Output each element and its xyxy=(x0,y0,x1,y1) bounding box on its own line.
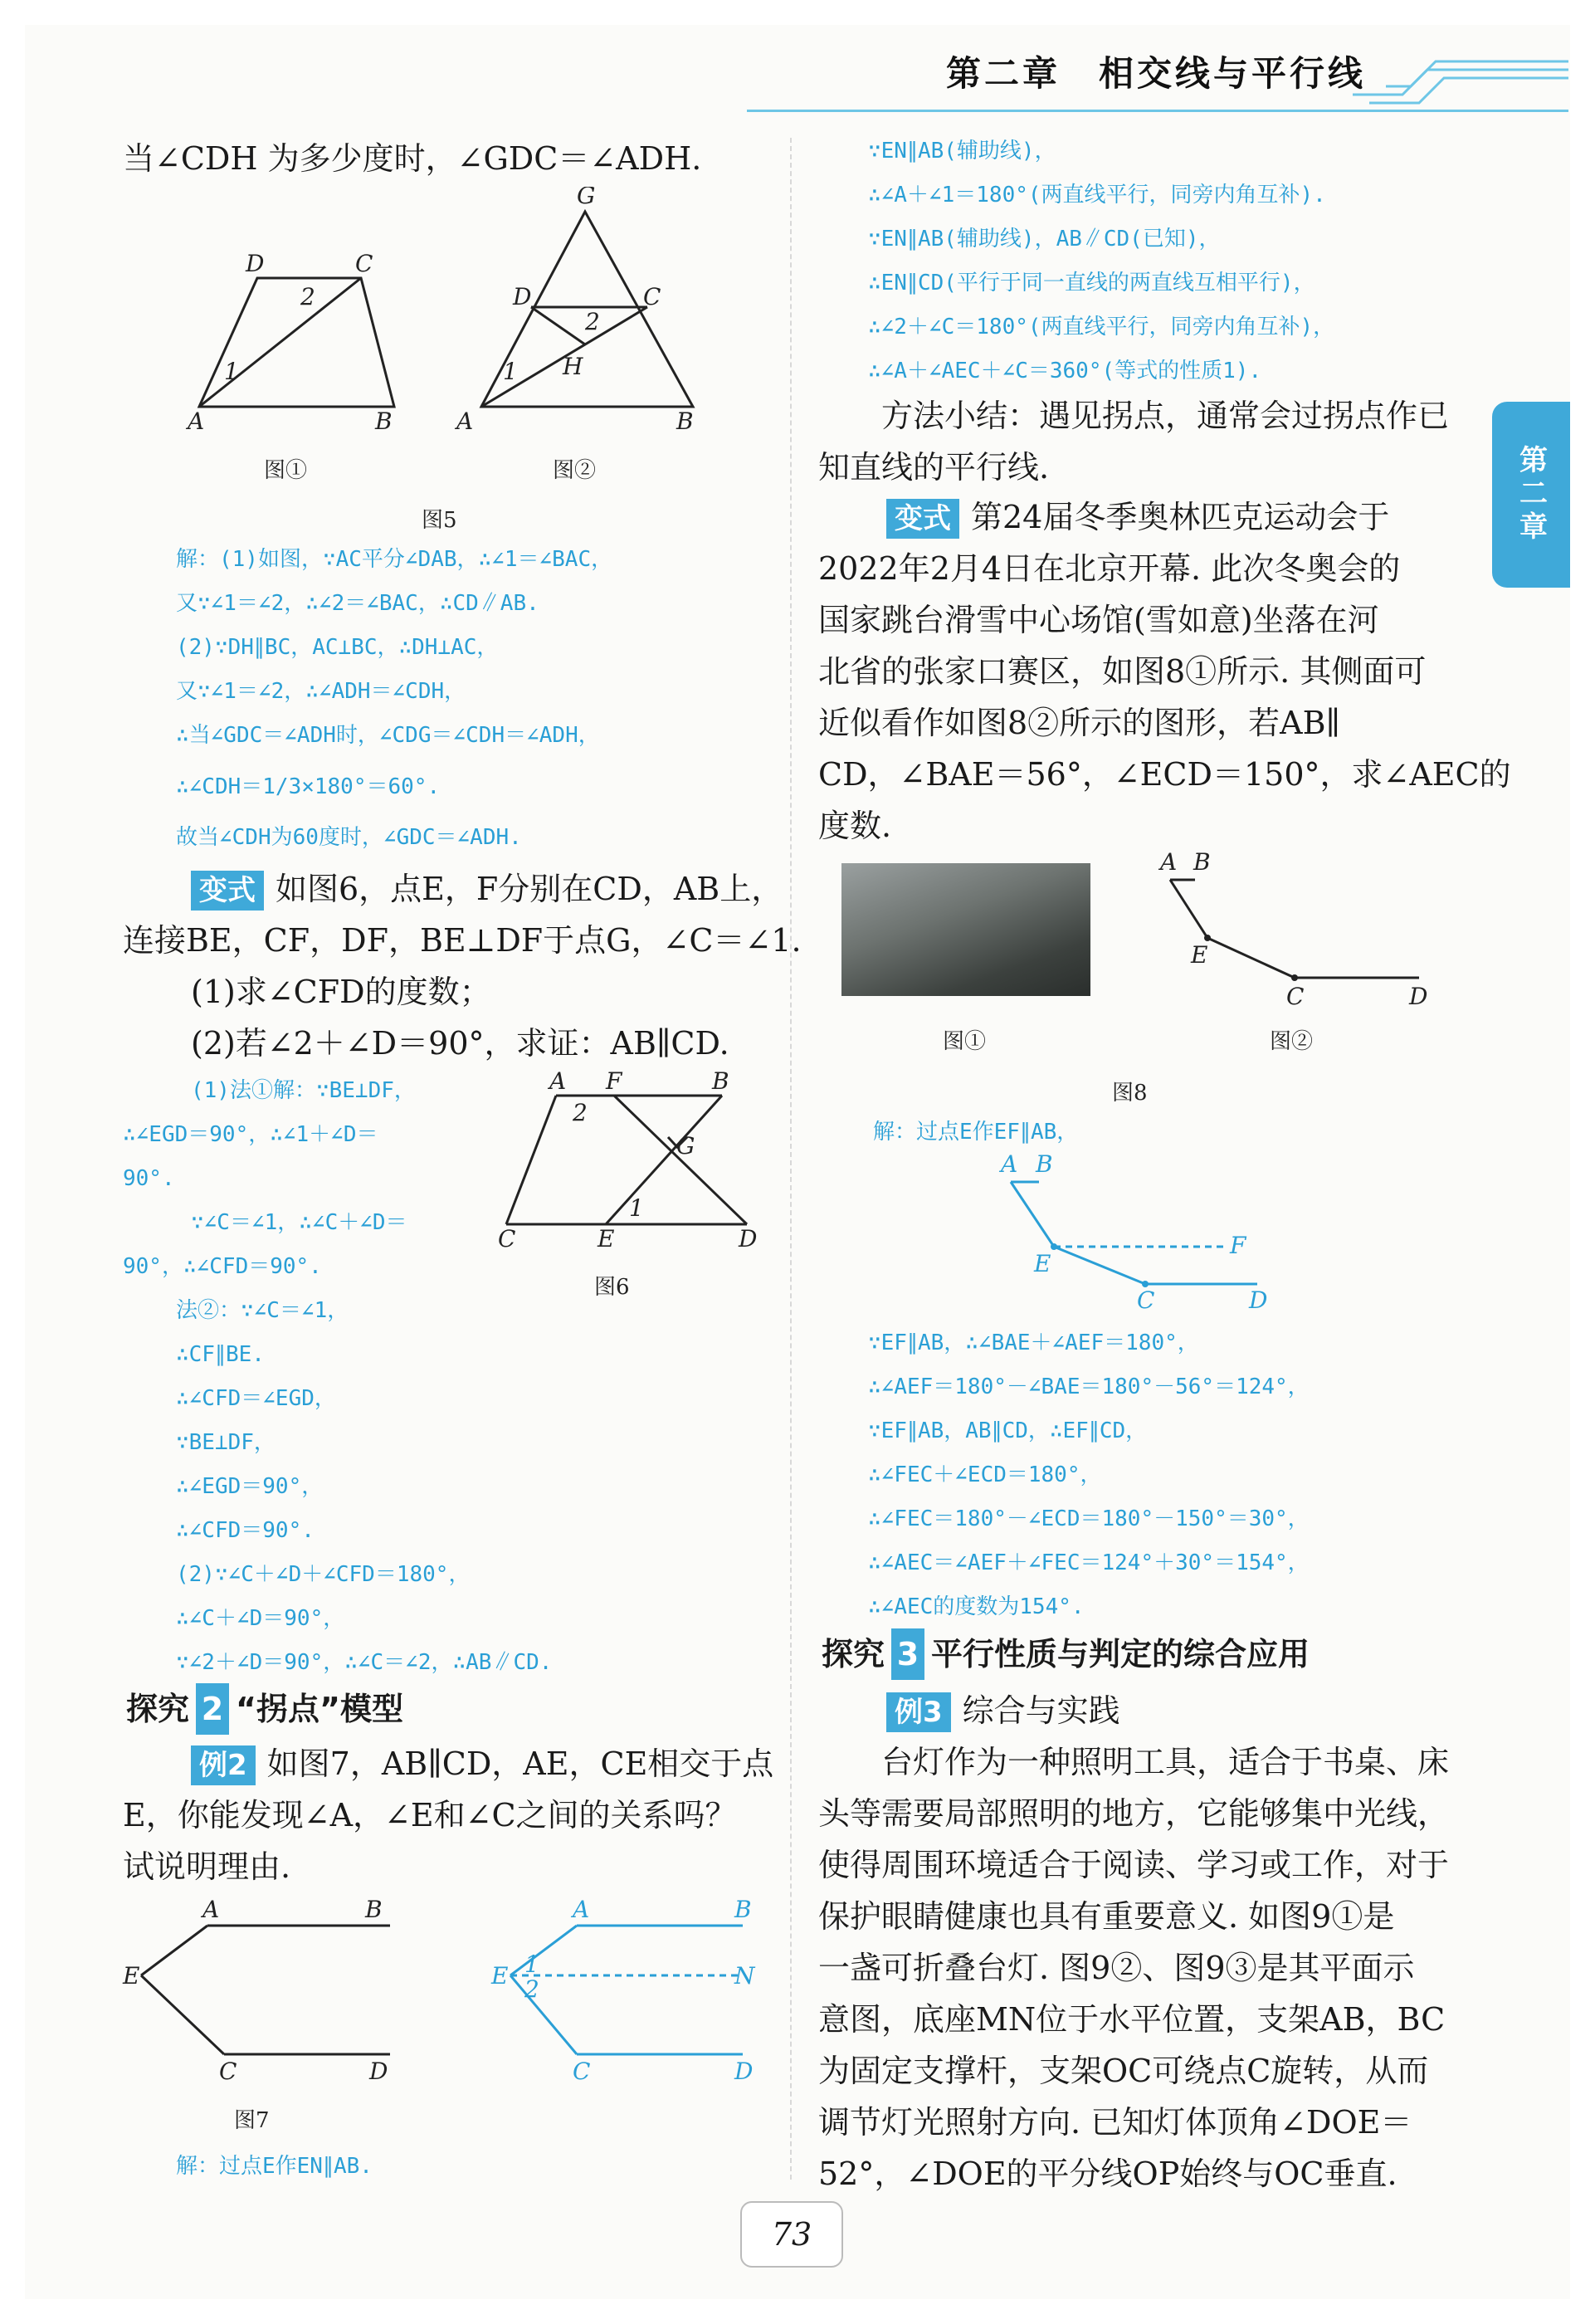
figure-6 xyxy=(490,1071,772,1270)
solution-line: ∵EN∥AB(辅助线)， xyxy=(868,139,1056,164)
fig7-label: 2 xyxy=(524,1975,539,2003)
fig5-label: D xyxy=(246,250,265,277)
fig7-label: D xyxy=(369,2058,388,2085)
figure-8-solution xyxy=(979,1149,1295,1315)
fig8-label: E xyxy=(1191,941,1208,969)
fig5-label: 1 xyxy=(503,358,518,385)
variant-text: 连接BE，CF，DF，BE⊥DF于点G，∠C＝∠1. xyxy=(123,922,802,959)
example-tag: 例2 xyxy=(191,1745,256,1785)
variant-text: 国家跳台滑雪中心场馆(雪如意)坐落在河 xyxy=(818,602,1379,638)
example-tag: 例3 xyxy=(886,1692,951,1732)
fig7-label: 1 xyxy=(524,1950,539,1978)
fig8-label: C xyxy=(1286,983,1305,1010)
variant-text: (1)求∠CFD的度数； xyxy=(191,974,491,1010)
header-decoration xyxy=(1353,58,1568,108)
variant-text: 北省的张家口赛区，如图8①所示. 其侧面可 xyxy=(818,653,1427,690)
solution-line: 90°. xyxy=(123,1166,175,1191)
solution-line: ∵EN∥AB(辅助线)，AB∥CD(已知)， xyxy=(868,227,1221,251)
figure-5 xyxy=(166,187,714,494)
method-summary xyxy=(818,390,1449,493)
solution-line: ∴CF∥BE. xyxy=(176,1342,265,1367)
fig5-sub1-caption: 图① xyxy=(264,458,308,483)
solution-line: ∴∠C＋∠D＝90°， xyxy=(176,1606,345,1631)
variant-text: (2)若∠2＋∠D＝90°，求证：AB∥CD. xyxy=(191,1025,729,1062)
solution-fig8 xyxy=(868,1321,1310,1629)
solution-fig7-continued xyxy=(868,129,1334,393)
solution-line: ∴当∠GDC＝∠ADH时，∠CDG＝∠CDH＝∠ADH， xyxy=(176,723,600,748)
section-title: 平行性质与判定的综合应用 xyxy=(931,1636,1310,1672)
example-2 xyxy=(123,1738,773,1892)
fig8s-label: E xyxy=(1034,1250,1051,1277)
fig5-label: A xyxy=(188,408,205,435)
fig8-sub2-caption: 图② xyxy=(1270,1029,1314,1054)
fig5-label: H xyxy=(563,353,583,380)
example-title: 综合与实践 xyxy=(962,1692,1120,1729)
variant-text: 第24届冬季奥林匹克运动会于 xyxy=(971,499,1390,535)
solution-line: ∴∠AEC的度数为154°. xyxy=(868,1594,1085,1619)
method-text: 知直线的平行线. xyxy=(818,449,1050,486)
fig6-label: C xyxy=(498,1225,516,1252)
example-text: 台灯作为一种照明工具，适合于书桌、床 xyxy=(881,1744,1450,1780)
example-text: 如图7，AB∥CD，AE，CE相交于点 xyxy=(266,1745,774,1782)
solution-line: ∴∠EGD＝90°， xyxy=(176,1474,324,1499)
example-text: 头等需要局部照明的地方，它能够集中光线， xyxy=(818,1795,1450,1832)
solution-line: ∴∠EGD＝90°，∴∠1＋∠D＝ xyxy=(123,1122,378,1147)
solution-fig6 xyxy=(123,1069,552,1685)
fig6-label: 2 xyxy=(573,1099,588,1126)
ski-jump-photo xyxy=(841,863,1090,996)
section-prefix: 探究 xyxy=(822,1636,885,1672)
fig5-label: B xyxy=(375,408,393,435)
solution-line: (1)法①解：∵BE⊥DF， xyxy=(191,1078,416,1103)
solution-line: ∴∠AEF＝180°－∠BAE＝180°－56°＝124°， xyxy=(868,1374,1310,1399)
fig8s-label: D xyxy=(1249,1286,1268,1314)
solution-line: ∴∠FEC＝180°－∠ECD＝180°－150°＝30°， xyxy=(868,1506,1310,1531)
fig5-label: C xyxy=(643,283,661,310)
fig7-label: E xyxy=(123,1962,140,1990)
fig8-label: D xyxy=(1409,983,1428,1010)
solution-fig7 xyxy=(176,2145,373,2189)
fig8-sub1-caption: 图① xyxy=(943,1029,987,1054)
example-text: 使得周围环境适合于阅读、学习或工作，对于 xyxy=(818,1847,1450,1883)
fig8s-label: B xyxy=(1036,1150,1053,1178)
fig5-label: 1 xyxy=(224,358,239,385)
fig8-label: B xyxy=(1193,848,1211,876)
fig7-label: A xyxy=(573,1896,590,1923)
variant-text: 如图6，点E，F分别在CD，AB上， xyxy=(276,871,783,907)
section-number: 3 xyxy=(891,1628,924,1680)
example-text: 试说明理由. xyxy=(123,1848,291,1885)
fig6-label: B xyxy=(712,1071,729,1095)
fig5-label: D xyxy=(513,283,532,310)
fig5-label: B xyxy=(676,408,694,435)
figure-7 xyxy=(116,1884,780,2092)
solution-line: ∵BE⊥DF， xyxy=(176,1430,276,1455)
fig6-label: F xyxy=(606,1071,622,1095)
fig5-label: A xyxy=(456,408,474,435)
solution-line: 故当∠CDH为60度时，∠GDC＝∠ADH. xyxy=(176,825,522,850)
solution-line: ∵EF∥AB，∴∠BAE＋∠AEF＝180°， xyxy=(868,1330,1199,1355)
variant-1 xyxy=(123,863,802,1069)
fig7-label: B xyxy=(734,1896,752,1923)
page-number: 73 xyxy=(740,2201,843,2268)
example-text: E，你能发现∠A，∠E和∠C之间的关系吗？ xyxy=(123,1797,737,1833)
question-line xyxy=(123,133,701,184)
example-text: 保护眼睛健康也具有重要意义. 如图9①是 xyxy=(818,1898,1395,1935)
solution-line: ∴∠FEC＋∠ECD＝180°， xyxy=(868,1462,1102,1487)
fig7-label: B xyxy=(365,1896,383,1923)
solution-line: 又∵∠1＝∠2，∴∠ADH＝∠CDH， xyxy=(176,679,466,704)
variant-tag: 变式 xyxy=(191,871,264,911)
section-title: “拐点”模型 xyxy=(236,1691,403,1727)
variant-tag: 变式 xyxy=(886,499,959,539)
fig7-label: E xyxy=(491,1962,509,1990)
section-prefix: 探究 xyxy=(126,1691,190,1727)
chapter-side-tab[interactable]: 第二章 xyxy=(1492,402,1570,588)
fig8-label: A xyxy=(1160,848,1178,876)
fig5-caption: 图5 xyxy=(422,508,457,533)
fig8s-label: A xyxy=(1001,1150,1018,1178)
solution-line: 又∵∠1＝∠2，∴∠2＝∠BAC，∴CD∥AB. xyxy=(176,591,539,616)
fig6-caption: 图6 xyxy=(594,1275,630,1300)
chapter-title: 第二章 相交线与平行线 xyxy=(946,53,1367,94)
section-2-heading xyxy=(126,1683,403,1735)
example-3 xyxy=(818,1685,1449,2200)
solution-line: ∴∠CFD＝∠EGD， xyxy=(176,1386,336,1411)
fig7-label: C xyxy=(573,2058,591,2085)
column-divider xyxy=(790,138,792,2180)
fig6-label: G xyxy=(676,1132,695,1160)
solution-line: 90°，∴∠CFD＝90°. xyxy=(123,1254,322,1279)
solution-fig5 xyxy=(176,538,612,860)
fig6-label: E xyxy=(598,1225,615,1252)
example-text: 为固定支撑杆，支架OC可绕点C旋转，从而 xyxy=(818,2053,1429,2089)
variant-2 xyxy=(818,491,1511,852)
example-text: 一盏可折叠台灯. 图9②、图9③是其平面示 xyxy=(818,1950,1415,1986)
fig7-label: C xyxy=(219,2058,237,2085)
fig7-label: A xyxy=(202,1896,220,1923)
solution-line: ∴∠AEC＝∠AEF＋∠FEC＝124°＋30°＝154°， xyxy=(868,1550,1310,1575)
solution-line: ∴EN∥CD(平行于同一直线的两直线互相平行)， xyxy=(868,271,1315,295)
fig5-label: G xyxy=(577,187,596,209)
solution-line: 解：过点E作EF∥AB， xyxy=(873,1120,1079,1145)
fig6-label: A xyxy=(549,1071,567,1095)
variant-text: 2022年2月4日在北京开幕. 此次冬奥会的 xyxy=(818,550,1401,587)
fig6-label: D xyxy=(739,1225,758,1252)
solution-line: ∴∠2＋∠C＝180°(两直线平行，同旁内角互补)， xyxy=(868,315,1335,339)
solution-line: ∴∠A＋∠AEC＋∠C＝360°(等式的性质1). xyxy=(868,359,1262,383)
solution-line: 法②：∵∠C＝∠1， xyxy=(176,1298,349,1323)
section-number: 2 xyxy=(196,1683,229,1735)
header-rule xyxy=(747,110,1568,112)
variant-text: CD，∠BAE＝56°，∠ECD＝150°，求∠AEC的 xyxy=(818,756,1511,793)
solution-line: ∴∠CFD＝90°. xyxy=(176,1518,315,1543)
fig8s-label: C xyxy=(1137,1286,1155,1314)
solution-line: 解：过点E作EN∥AB. xyxy=(176,2154,373,2179)
question-text: 当∠CDH 为多少度时，∠GDC＝∠ADH. xyxy=(123,140,702,177)
section-3-heading xyxy=(822,1628,1310,1680)
fig5-label: 2 xyxy=(585,308,600,335)
solution-line: ∵∠C＝∠1，∴∠C＋∠D＝ xyxy=(191,1210,407,1235)
variant-text: 近似看作如图8②所示的图形，若AB∥ xyxy=(818,705,1341,741)
fig5-label: C xyxy=(355,250,373,277)
fig5-label: 2 xyxy=(300,283,315,310)
fig7-label: D xyxy=(734,2058,754,2085)
example-text: 调节灯光照射方向. 已知灯体顶角∠DOE＝ xyxy=(818,2104,1412,2141)
solution-line: (2)∵DH∥BC，AC⊥BC，∴DH⊥AC， xyxy=(176,635,499,660)
example-text: 52°，∠DOE的平分线OP始终与OC垂直. xyxy=(818,2156,1397,2192)
fig7-caption: 图7 xyxy=(234,2108,270,2133)
figure-8 xyxy=(1145,838,1444,1021)
example-text: 意图，底座MN位于水平位置，支架AB，BC xyxy=(818,2001,1446,2038)
solution-line: ∵EF∥AB，AB∥CD，∴EF∥CD， xyxy=(868,1418,1148,1443)
solution-line: ∴∠A＋∠1＝180°(两直线平行，同旁内角互补). xyxy=(868,183,1326,208)
fig6-label: 1 xyxy=(629,1194,644,1222)
solution-line: 解：(1)如图，∵AC平分∠DAB，∴∠1＝∠BAC， xyxy=(176,547,613,572)
solution-line: ∴∠CDH＝1/3×180°＝60°. xyxy=(176,774,441,799)
method-text: 方法小结：遇见拐点，通常会过拐点作已 xyxy=(881,398,1450,434)
solution-line: (2)∵∠C＋∠D＋∠CFD＝180°， xyxy=(176,1562,471,1587)
solution-line: ∵∠2＋∠D＝90°，∴∠C＝∠2，∴AB∥CD. xyxy=(176,1650,553,1675)
variant-text: 度数. xyxy=(818,808,892,844)
fig8-caption: 图8 xyxy=(1112,1081,1148,1106)
fig8s-label: F xyxy=(1230,1232,1246,1259)
fig5-sub2-caption: 图② xyxy=(553,458,597,483)
fig7-label: N xyxy=(734,1962,755,1990)
